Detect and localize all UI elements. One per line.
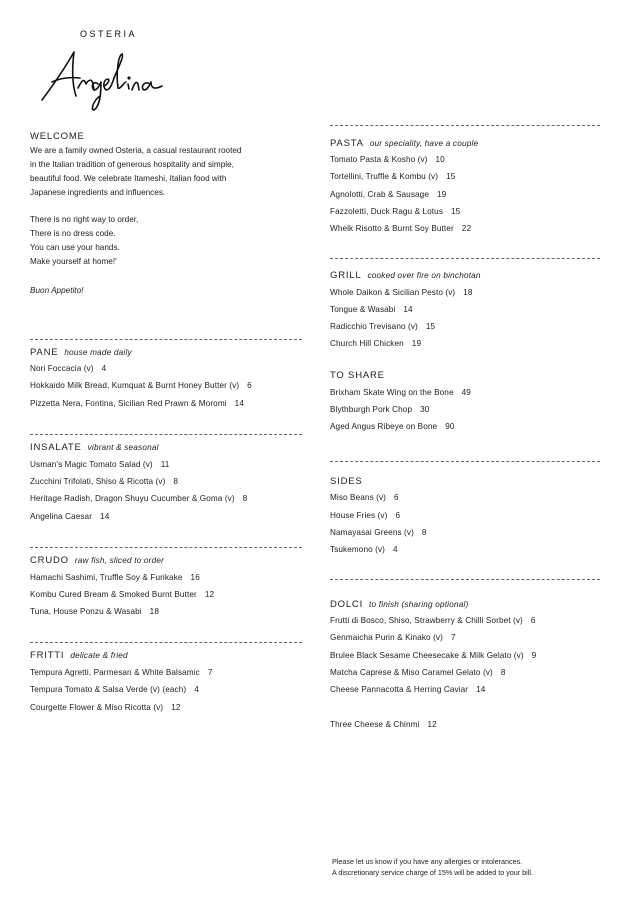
item-name: Miso Beans (v) xyxy=(330,493,386,502)
section-heading-crudo xyxy=(30,555,164,566)
section-title: TO SHARE xyxy=(330,370,385,381)
menu-item xyxy=(330,388,471,397)
item-name: Tortellini, Truffle & Kombu (v) xyxy=(330,172,439,181)
item-price: 8 xyxy=(500,668,506,677)
item-name: Blythburgh Pork Chop xyxy=(330,405,413,414)
menu-item xyxy=(330,422,455,431)
menu-item xyxy=(330,339,421,348)
menu-item xyxy=(330,190,446,199)
item-price: 9 xyxy=(531,651,537,660)
section-title: DOLCI xyxy=(330,599,364,610)
item-price: 14 xyxy=(476,685,486,694)
item-price: 30 xyxy=(420,405,430,414)
item-name: Pizzetta Nera, Fontina, Sicilian Red Prawn & Moromi xyxy=(30,399,227,408)
section-heading-fritti xyxy=(30,650,128,661)
item-name: Tsukemono (v) xyxy=(330,545,385,554)
menu-item xyxy=(30,364,106,373)
menu-item xyxy=(330,172,455,181)
item-name: Nori Foccacia (v) xyxy=(30,364,94,373)
welcome-line: We are a family owned Osteria, a casual restaurant rooted xyxy=(30,146,242,155)
item-name: Kombu Cured Bream & Smoked Burnt Butter xyxy=(30,590,197,599)
menu-item xyxy=(30,703,181,712)
item-name: Tempura Agretti, Parmesan & White Balsamic xyxy=(30,668,200,677)
welcome-signoff: Buon Appetito! xyxy=(30,286,84,295)
item-name: Usman's Magic Tomato Salad (v) xyxy=(30,460,153,469)
item-name: Three Cheese & Chinmi xyxy=(330,720,420,729)
item-name: Tongue & Wasabi xyxy=(330,305,396,314)
logo-osteria: OSTERIA xyxy=(80,29,138,39)
item-price: 8 xyxy=(242,494,248,503)
item-price: 4 xyxy=(393,545,398,554)
menu-item xyxy=(330,305,413,314)
menu-item xyxy=(330,616,536,625)
welcome-line: You can use your hands. xyxy=(30,243,120,252)
section-title: FRITTI xyxy=(30,650,65,661)
menu-item xyxy=(30,381,252,390)
item-price: 11 xyxy=(160,460,170,469)
item-price: 6 xyxy=(394,493,399,502)
item-name: Namayasai Greens (v) xyxy=(330,528,414,537)
section-subtitle: cooked over fire on binchotan xyxy=(367,271,481,280)
menu-item xyxy=(330,155,445,164)
item-price: 15 xyxy=(446,172,456,181)
section-title: PANE xyxy=(30,347,59,358)
welcome-line: There is no right way to order, xyxy=(30,215,139,224)
menu-item xyxy=(330,720,437,729)
menu-item xyxy=(30,573,200,582)
menu-item xyxy=(330,405,429,414)
section-title: CRUDO xyxy=(30,555,69,566)
item-price: 12 xyxy=(171,703,181,712)
menu-item xyxy=(30,477,178,486)
menu-item xyxy=(30,607,159,616)
welcome-heading: WELCOME xyxy=(30,131,85,142)
item-price: 14 xyxy=(100,512,110,521)
item-name: Frutti di Bosco, Shiso, Strawberry & Chilli Sorbet (v) xyxy=(330,616,523,625)
item-name: Zucchini Trifolati, Shiso & Ricotta (v) xyxy=(30,477,166,486)
item-name: Tomato Pasta & Kosho (v) xyxy=(330,155,428,164)
section-subtitle: to finish (sharing optional) xyxy=(369,600,469,609)
item-name: Aged Angus Ribeye on Bone xyxy=(330,422,438,431)
item-price: 12 xyxy=(204,590,215,599)
item-price: 6 xyxy=(530,616,536,625)
item-price: 6 xyxy=(395,511,401,520)
welcome-line: Japanese ingredients and influences. xyxy=(30,188,166,197)
item-price: 8 xyxy=(421,528,427,537)
section-heading-dolci xyxy=(330,599,468,610)
item-name: Angelina Caesar xyxy=(30,512,93,521)
menu-item xyxy=(330,668,505,677)
section-heading-pane xyxy=(30,347,132,358)
item-name: Tuna, House Ponzu & Wasabi xyxy=(30,607,142,616)
section-heading-insalate xyxy=(30,442,159,453)
menu-item xyxy=(30,512,109,521)
section-subtitle: vibrant & seasonal xyxy=(87,443,159,452)
item-name: Hamachi Sashimi, Truffle Soy & Furikake xyxy=(30,573,183,582)
item-price: 7 xyxy=(450,633,456,642)
section-title: PASTA xyxy=(330,138,364,149)
section-subtitle: our speciality, have a couple xyxy=(369,139,479,148)
section-heading-to-share xyxy=(330,370,385,381)
item-price: 19 xyxy=(411,339,422,348)
section-title: SIDES xyxy=(330,476,363,487)
section-title: INSALATE xyxy=(30,442,82,453)
item-name: Whelk Risotto & Burnt Soy Butter xyxy=(330,224,454,233)
item-name: Courgette Flower & Miso Ricotta (v) xyxy=(30,703,164,712)
item-name: Matcha Caprese & Miso Caramel Gelato (v) xyxy=(330,668,493,677)
divider xyxy=(330,579,600,580)
item-name: House Fries (v) xyxy=(330,511,388,520)
section-subtitle: house made daily xyxy=(64,348,132,357)
section-heading-sides xyxy=(330,476,363,487)
item-price: 90 xyxy=(445,422,455,431)
menu-item xyxy=(330,288,473,297)
welcome-line: beautiful food. We celebrate Itameshi, Italian food with xyxy=(30,174,227,183)
item-price: 4 xyxy=(194,685,199,694)
item-name: Church Hill Chicken xyxy=(330,339,404,348)
menu-item xyxy=(30,399,244,408)
section-heading-grill xyxy=(330,270,481,281)
item-price: 12 xyxy=(427,720,437,729)
section-heading-pasta xyxy=(330,138,478,149)
section-title: GRILL xyxy=(330,270,362,281)
menu-item xyxy=(330,633,456,642)
section-subtitle: raw fish, sliced to order xyxy=(74,556,165,565)
menu-item xyxy=(330,685,485,694)
welcome-line: Make yourself at home!' xyxy=(30,257,117,266)
section-subtitle: delicate & fried xyxy=(70,651,128,660)
menu-item xyxy=(330,207,460,216)
menu-item xyxy=(330,651,536,660)
item-name: Radicchio Trevisano (v) xyxy=(330,322,418,331)
menu-item xyxy=(330,224,471,233)
item-price: 15 xyxy=(425,322,436,331)
welcome-line: There is no dress code. xyxy=(30,229,116,238)
divider xyxy=(30,547,302,548)
menu-item xyxy=(330,511,400,520)
item-name: Genmaicha Purin & Kinako (v) xyxy=(330,633,443,642)
item-name: Hokkaido Milk Bread, Kumquat & Burnt Honey Butter (v) xyxy=(30,381,240,390)
menu-item xyxy=(30,590,214,599)
welcome-line: in the Italian tradition of generous hospitality and simple, xyxy=(30,160,234,169)
item-name: Brulee Black Sesame Cheesecake & Milk Gelato (v) xyxy=(330,651,524,660)
item-price: 10 xyxy=(435,155,445,164)
menu-item xyxy=(330,528,427,537)
item-price: 49 xyxy=(461,388,471,397)
item-price: 6 xyxy=(247,381,252,390)
item-name: Brixham Skate Wing on the Bone xyxy=(330,388,454,397)
menu-item xyxy=(330,493,399,502)
divider xyxy=(30,339,302,340)
divider xyxy=(30,642,302,643)
item-name: Heritage Radish, Dragon Shuyu Cucumber & Goma (v) xyxy=(30,494,235,503)
menu-item xyxy=(30,494,247,503)
item-price: 16 xyxy=(190,573,200,582)
item-name: Agnolotti, Crab & Sausage xyxy=(330,190,429,199)
item-name: Fazzoletti, Duck Ragu & Lotus xyxy=(330,207,444,216)
divider xyxy=(330,125,600,126)
menu-item xyxy=(330,322,435,331)
item-price: 4 xyxy=(101,364,107,373)
item-price: 14 xyxy=(403,305,413,314)
item-price: 15 xyxy=(451,207,461,216)
item-name: Whole Daikon & Sicilian Pesto (v) xyxy=(330,288,456,297)
item-price: 18 xyxy=(463,288,473,297)
item-name: Cheese Pannacotta & Herring Caviar xyxy=(330,685,469,694)
item-name: Tempura Tomato & Salsa Verde (v) (each) xyxy=(30,685,187,694)
divider xyxy=(330,461,600,462)
menu-item xyxy=(330,545,398,554)
welcome-rules xyxy=(30,213,300,269)
footer-service-charge: A discretionary service charge of 15% will be added to your bill. xyxy=(332,868,533,877)
welcome-intro xyxy=(30,144,300,200)
item-price: 14 xyxy=(234,399,244,408)
item-price: 18 xyxy=(149,607,159,616)
divider xyxy=(30,434,302,435)
divider xyxy=(330,258,600,259)
menu-item xyxy=(30,668,213,677)
menu-item xyxy=(30,685,199,694)
footer-allergy-note: Please let us know if you have any allergies or intolerances. xyxy=(332,857,523,866)
menu-item xyxy=(30,460,169,469)
item-price: 22 xyxy=(461,224,472,233)
logo-angelina-signature xyxy=(38,44,168,114)
item-price: 7 xyxy=(207,668,213,677)
item-price: 8 xyxy=(173,477,179,486)
item-price: 19 xyxy=(437,190,447,199)
